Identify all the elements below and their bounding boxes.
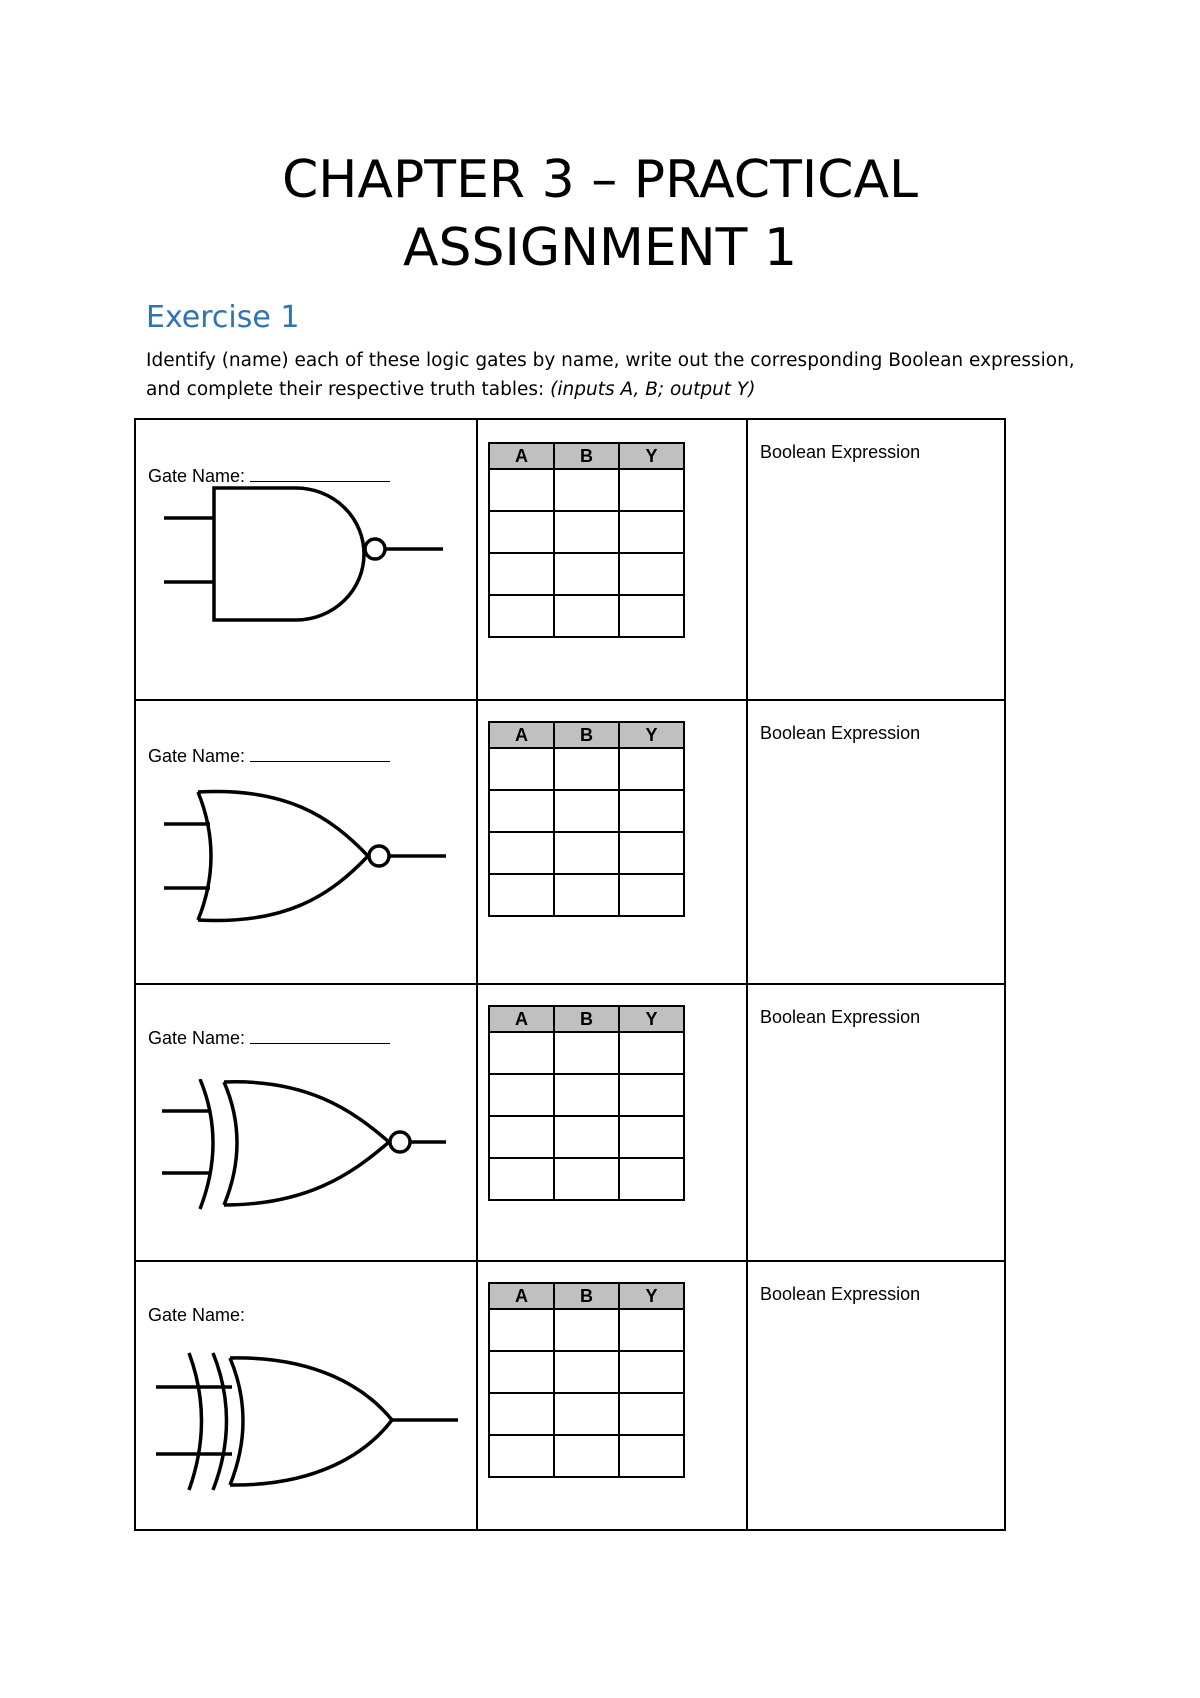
tt-cell[interactable] (554, 1158, 619, 1200)
tt-cell[interactable] (489, 1158, 554, 1200)
tt-cell[interactable] (489, 1309, 554, 1351)
tt-cell[interactable] (554, 1032, 619, 1074)
truth-table (488, 1282, 685, 1478)
truth-table (488, 1005, 685, 1201)
tt-cell[interactable] (554, 790, 619, 832)
nor-gate-icon (136, 787, 476, 937)
tt-cell[interactable] (489, 595, 554, 637)
truth-table (488, 721, 685, 917)
column-header-b: B (554, 443, 619, 469)
boolean-expression-label: Boolean Expression (760, 1284, 921, 1304)
truth-table-cell (477, 419, 747, 700)
tt-cell[interactable] (554, 511, 619, 553)
boolean-expression-cell[interactable] (747, 1261, 1005, 1530)
tt-cell[interactable] (619, 1116, 684, 1158)
boolean-expression-label: Boolean Expression (760, 442, 921, 462)
tt-cell[interactable] (489, 832, 554, 874)
tt-cell[interactable] (489, 1393, 554, 1435)
boolean-expression-cell[interactable] (747, 984, 1005, 1261)
tt-cell[interactable] (554, 1351, 619, 1393)
tt-cell[interactable] (619, 1158, 684, 1200)
tt-cell[interactable] (619, 595, 684, 637)
tt-cell[interactable] (554, 1435, 619, 1477)
tt-cell[interactable] (489, 1032, 554, 1074)
column-header-b: B (554, 1006, 619, 1032)
tt-cell[interactable] (619, 1393, 684, 1435)
column-header-y: Y (619, 1283, 684, 1309)
tt-cell[interactable] (554, 553, 619, 595)
column-header-a: A (489, 722, 554, 748)
tt-cell[interactable] (489, 1116, 554, 1158)
xor-gate-icon (136, 1350, 476, 1510)
truth-table (488, 442, 685, 638)
tt-cell[interactable] (489, 748, 554, 790)
title-line-2: ASSIGNMENT 1 (402, 218, 798, 278)
column-header-y: Y (619, 1006, 684, 1032)
tt-cell[interactable] (554, 469, 619, 511)
tt-cell[interactable] (619, 511, 684, 553)
column-header-a: A (489, 1283, 554, 1309)
tt-cell[interactable] (554, 874, 619, 916)
gate-cell (135, 419, 477, 700)
column-header-b: B (554, 1283, 619, 1309)
tt-cell[interactable] (554, 1074, 619, 1116)
truth-table-cell (477, 700, 747, 984)
tt-cell[interactable] (619, 832, 684, 874)
nand-gate-icon (136, 480, 476, 640)
exercise-heading: Exercise 1 (146, 300, 300, 335)
column-header-a: A (489, 1006, 554, 1032)
gate-row (135, 984, 1005, 1261)
tt-cell[interactable] (489, 1351, 554, 1393)
column-header-y: Y (619, 722, 684, 748)
tt-cell[interactable] (554, 748, 619, 790)
gate-row (135, 700, 1005, 984)
gate-cell (135, 1261, 477, 1530)
gates-table (134, 418, 1006, 1531)
gate-name-field[interactable] (148, 745, 390, 767)
title-line-1: CHAPTER 3 – PRACTICAL (281, 150, 919, 210)
gate-name-field[interactable] (148, 1305, 245, 1326)
page-title (0, 146, 1200, 282)
tt-cell[interactable] (489, 511, 554, 553)
tt-cell[interactable] (489, 469, 554, 511)
tt-cell[interactable] (489, 1435, 554, 1477)
gate-name-label: Gate Name: (148, 466, 251, 486)
tt-cell[interactable] (619, 469, 684, 511)
tt-cell[interactable] (554, 1393, 619, 1435)
tt-cell[interactable] (554, 1116, 619, 1158)
boolean-expression-label: Boolean Expression (760, 1007, 921, 1027)
instructions-italic: (inputs A, B; output Y) (550, 379, 756, 400)
tt-cell[interactable] (619, 553, 684, 595)
instructions (146, 346, 1076, 404)
tt-cell[interactable] (554, 832, 619, 874)
column-header-y: Y (619, 443, 684, 469)
tt-cell[interactable] (619, 1032, 684, 1074)
gate-name-label: Gate Name: (148, 746, 251, 766)
tt-cell[interactable] (619, 1351, 684, 1393)
truth-table-cell (477, 984, 747, 1261)
tt-cell[interactable] (489, 553, 554, 595)
gate-cell (135, 700, 477, 984)
tt-cell[interactable] (489, 1074, 554, 1116)
tt-cell[interactable] (619, 790, 684, 832)
boolean-expression-cell[interactable] (747, 700, 1005, 984)
tt-cell[interactable] (619, 874, 684, 916)
gate-name-field[interactable] (148, 1027, 390, 1049)
gate-row (135, 419, 1005, 700)
tt-cell[interactable] (554, 595, 619, 637)
gate-name-label: Gate Name: (148, 1028, 251, 1048)
truth-table-cell (477, 1261, 747, 1530)
column-header-b: B (554, 722, 619, 748)
tt-cell[interactable] (619, 1435, 684, 1477)
tt-cell[interactable] (619, 1309, 684, 1351)
column-header-a: A (489, 443, 554, 469)
gate-row (135, 1261, 1005, 1530)
xnor-gate-icon (136, 1079, 476, 1229)
boolean-expression-cell[interactable] (747, 419, 1005, 700)
tt-cell[interactable] (619, 748, 684, 790)
gate-name-blank[interactable] (250, 1027, 390, 1044)
tt-cell[interactable] (489, 874, 554, 916)
gate-cell (135, 984, 477, 1261)
tt-cell[interactable] (619, 1074, 684, 1116)
gate-name-label: Gate Name: (148, 1305, 246, 1325)
tt-cell[interactable] (489, 790, 554, 832)
gate-name-blank[interactable] (250, 745, 390, 762)
instructions-text: Identify (name) each of these logic gates by name, write out the corresponding Boolean expression, and complete their respective truth tables: (146, 350, 1075, 400)
tt-cell[interactable] (554, 1309, 619, 1351)
boolean-expression-label: Boolean Expression (760, 723, 921, 743)
